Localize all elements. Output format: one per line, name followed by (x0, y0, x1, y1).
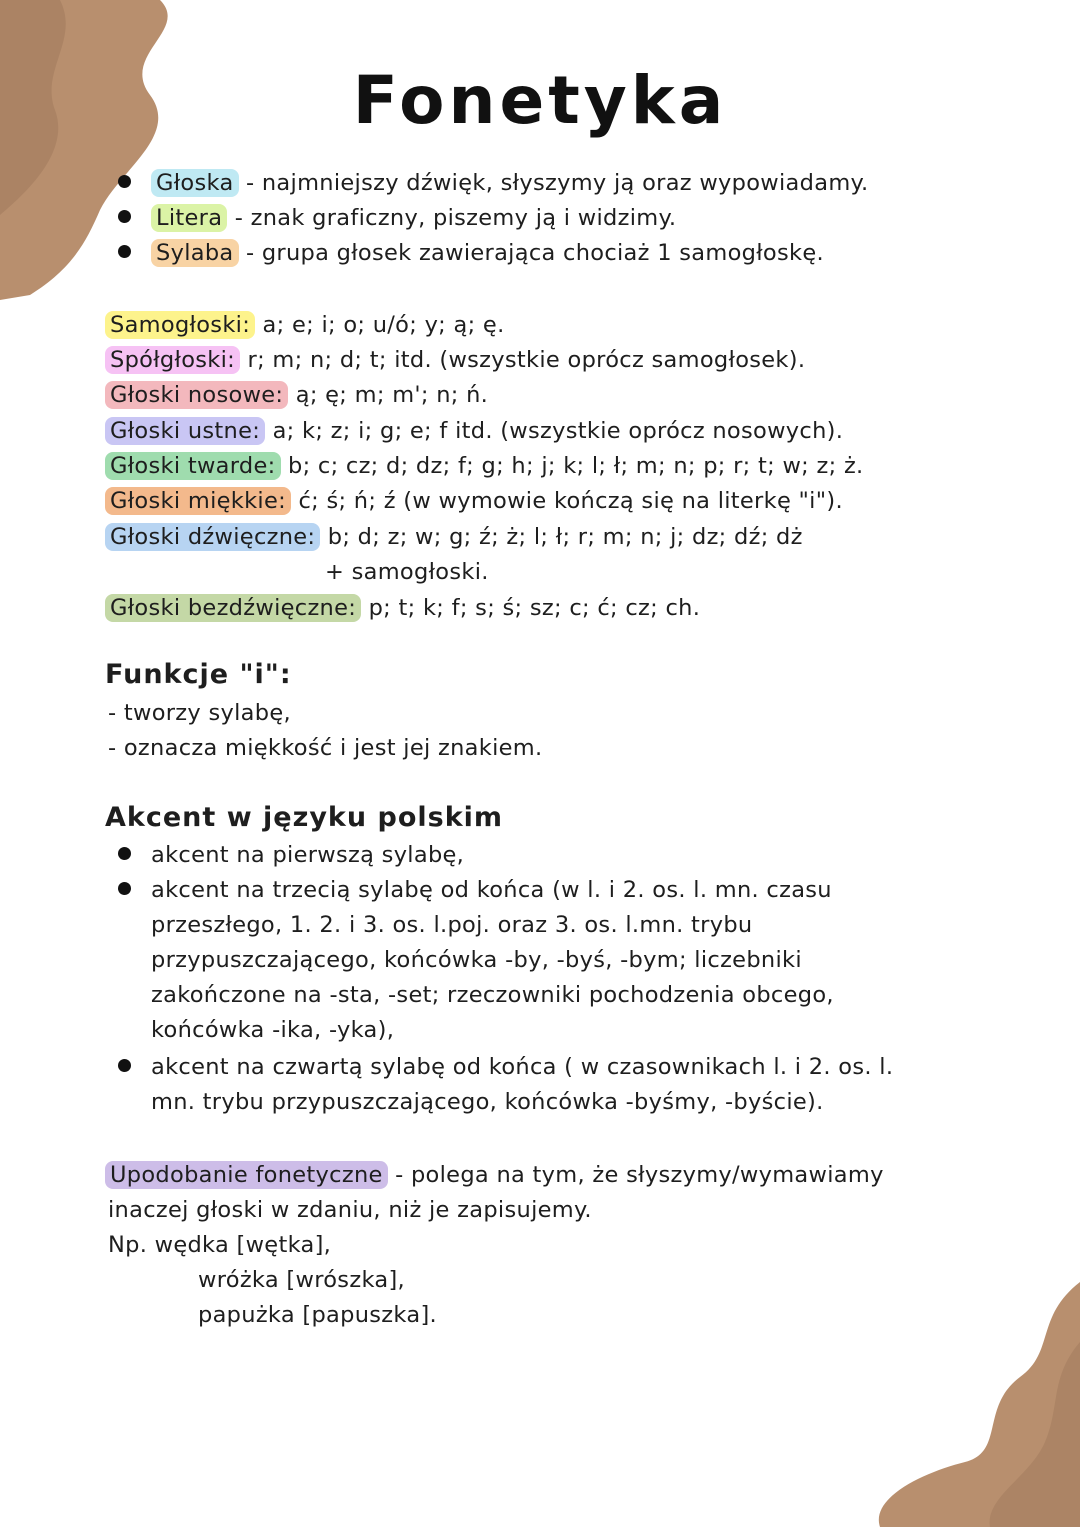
group-samogloski (105, 310, 505, 340)
example-3: papużka [papuszka]. (198, 1302, 437, 1328)
bullet-icon (118, 175, 131, 188)
functions-heading: Funkcje "i": (105, 659, 292, 690)
group-dzwieczne (105, 522, 803, 552)
definition-text: - znak graficzny, piszemy ją i widzimy. (227, 205, 677, 231)
group-text: b; d; z; w; g; ź; ż; l; ł; r; m; n; j; dz; dź; dż (320, 524, 803, 550)
definition-sylaba (118, 238, 824, 268)
group-text: p; t; k; f; s; ś; sz; c; ć; cz; ch. (361, 595, 701, 621)
accent-text: akcent na czwartą sylabę od końca ( w czasownikach l. i 2. os. l. (151, 1054, 894, 1080)
group-text: b; c; cz; d; dz; f; g; h; j; k; l; ł; m; n; p; r; t; w; z; ż. (280, 453, 864, 479)
page-title: Fonetyka (352, 62, 728, 139)
bullet-icon (118, 882, 131, 895)
group-label: Głoski dźwięczne: (105, 523, 320, 551)
term-upodobanie: Upodobanie fonetyczne (105, 1161, 388, 1189)
group-label: Głoski bezdźwięczne: (105, 594, 361, 622)
group-text: a; e; i; o; u/ó; y; ą; ę. (255, 312, 505, 338)
group-label: Głoski twarde: (105, 452, 281, 480)
accent-item-2-line: przypuszczającego, końcówka -by, -byś, -bym; liczebniki (151, 947, 802, 973)
accent-heading: Akcent w języku polskim (105, 802, 504, 833)
group-ustne (105, 416, 843, 446)
group-label: Głoski ustne: (105, 417, 265, 445)
bullet-icon (118, 245, 131, 258)
functions-item: - oznacza miękkość i jest jej znakiem. (108, 735, 543, 761)
group-spolgloski (105, 345, 805, 375)
definition-text: - grupa głosek zawierająca chociaż 1 samogłoskę. (238, 240, 824, 266)
accent-item-1 (118, 840, 464, 870)
voiced-continuation: + samogłoski. (325, 559, 489, 585)
assimilation-definition (105, 1160, 884, 1190)
group-text: r; m; n; d; t; itd. (wszystkie oprócz samogłosek). (240, 347, 806, 373)
example-2: wróżka [wrószka], (198, 1267, 405, 1293)
group-miekkie (105, 486, 843, 516)
term-gloska: Głoska (151, 169, 239, 197)
term-sylaba: Sylaba (151, 239, 239, 267)
definition-gloska (118, 168, 868, 198)
accent-item-2 (118, 875, 832, 905)
group-text: ą; ę; m; m'; n; ń. (288, 382, 489, 408)
group-label: Głoski miękkie: (105, 487, 291, 515)
assimilation-text: - polega na tym, że słyszymy/wymawiamy (387, 1162, 884, 1188)
group-text: ć; ś; ń; ź (w wymowie kończą się na literkę "i"). (291, 488, 843, 514)
term-litera: Litera (151, 204, 227, 232)
corner-decoration-bottom-right (870, 1282, 1080, 1527)
definition-litera (118, 203, 676, 233)
accent-item-3 (118, 1052, 893, 1082)
definition-text: - najmniejszy dźwięk, słyszymy ją oraz wypowiadamy. (238, 170, 869, 196)
bullet-icon (118, 1059, 131, 1072)
accent-item-2-line: przeszłego, 1. 2. i 3. os. l.poj. oraz 3. os. l.mn. trybu (151, 912, 753, 938)
example-1: Np. wędka [wętka], (108, 1232, 332, 1258)
group-bezdzwieczne (105, 593, 700, 623)
accent-text: akcent na trzecią sylabę od końca (w l. i 2. os. l. mn. czasu (151, 877, 832, 903)
group-text: a; k; z; i; g; e; f itd. (wszystkie oprócz nosowych). (265, 418, 844, 444)
accent-text: akcent na pierwszą sylabę, (151, 842, 465, 868)
bullet-icon (118, 210, 131, 223)
accent-item-2-line: zakończone na -sta, -set; rzeczowniki pochodzenia obcego, (151, 982, 834, 1008)
group-twarde (105, 451, 864, 481)
group-label: Głoski nosowe: (105, 381, 288, 409)
accent-item-2-line: końcówka -ika, -yka), (151, 1017, 395, 1043)
bullet-icon (118, 847, 131, 860)
group-label: Samogłoski: (105, 311, 255, 339)
assimilation-line-2: inaczej głoski w zdaniu, niż je zapisujemy. (108, 1197, 592, 1223)
accent-item-3-line: mn. trybu przypuszczającego, końcówka -byśmy, -byście). (151, 1089, 824, 1115)
group-nosowe (105, 380, 488, 410)
group-label: Spółgłoski: (105, 346, 240, 374)
functions-item: - tworzy sylabę, (108, 700, 291, 726)
